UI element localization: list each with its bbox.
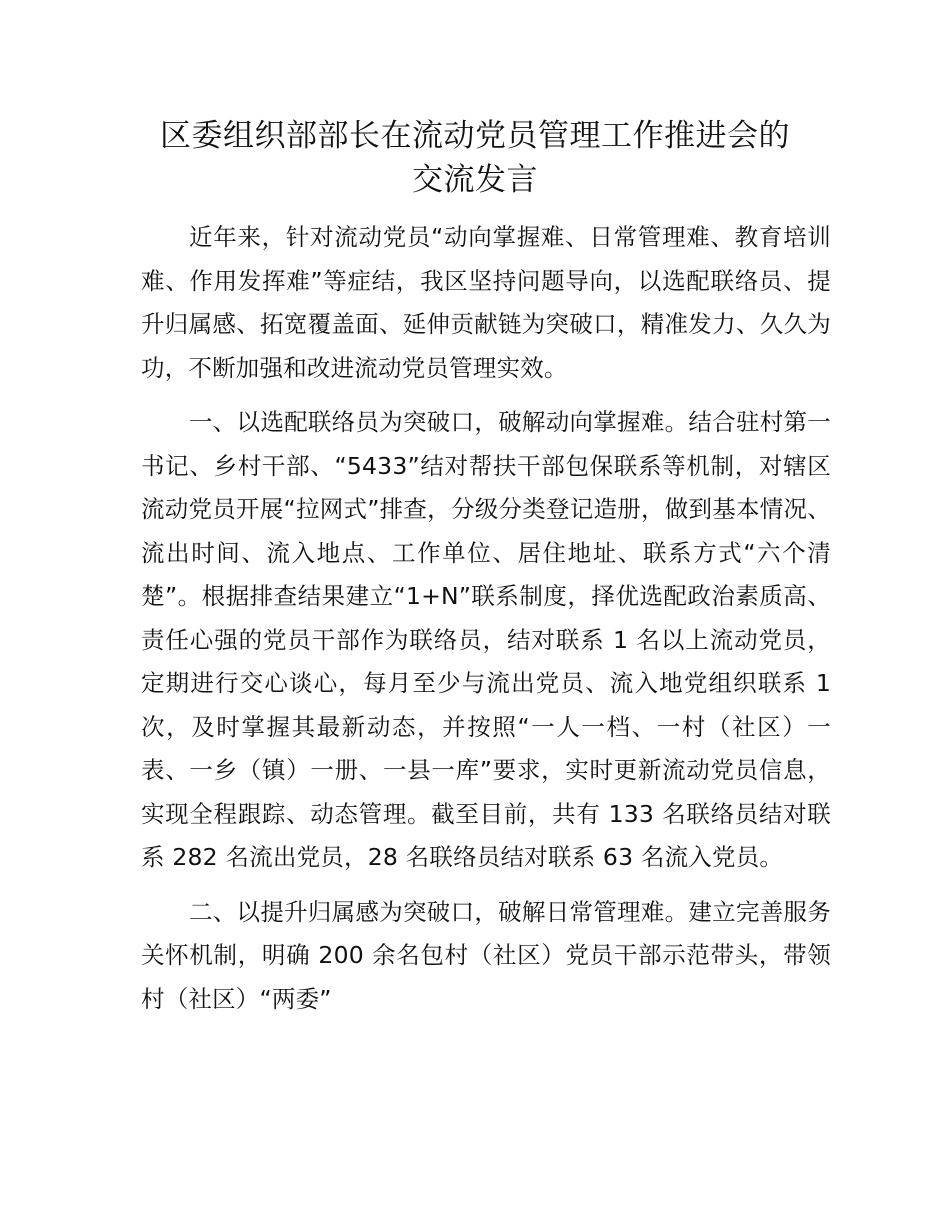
paragraph-section-2: 二、以提升归属感为突破口，破解日常管理难。建立完善服务关怀机制，明确 200 余名包村（社区）党员干部示范带头，带领村（社区）“两委” — [141, 897, 831, 1013]
title-line-1: 区委组织部部长在流动党员管理工作推进会的 — [160, 118, 790, 154]
document-body — [141, 216, 831, 1032]
paragraph-section-1: 一、以选配联络员为突破口，破解动向掌握难。结合驻村第一书记、乡村干部、“5433”结对帮扶干部包保联系等机制，对辖区流动党员开展“拉网式”排查，分级分类登记造册，做到基本情况、流出时间、流入地点、工作单位、居住地址、联系方式“六个清楚”。根据排查结果建立“1+N”联系制度，择优选配政治素质高、责任心强的党员干部作为联络员，结对联系 1 名以上流动党员，定期进行交心谈心，每月至少与流出党员、流入地党组织联系 1 次，及时掌握其最新动态，并按照“一人一档、一村（社区）一表、一乡（镇）一册、一县一库”要求，实时更新流动党员信息，实现全程跟踪、动态管理。截至目前，共有 133 名联络员结对联系 282 名流出党员，28 名联络员结对联系 63 名流入党员。 — [141, 408, 831, 871]
document-title — [120, 114, 830, 202]
title-line-2: 交流发言 — [412, 162, 538, 198]
paragraph-intro: 近年来，针对流动党员“动向掌握难、日常管理难、教育培训难、作用发挥难”等症结，我区坚持问题导向，以选配联络员、提升归属感、拓宽覆盖面、延伸贡献链为突破口，精准发力、久久为功，不断加强和改进流动党员管理实效。 — [141, 223, 831, 382]
